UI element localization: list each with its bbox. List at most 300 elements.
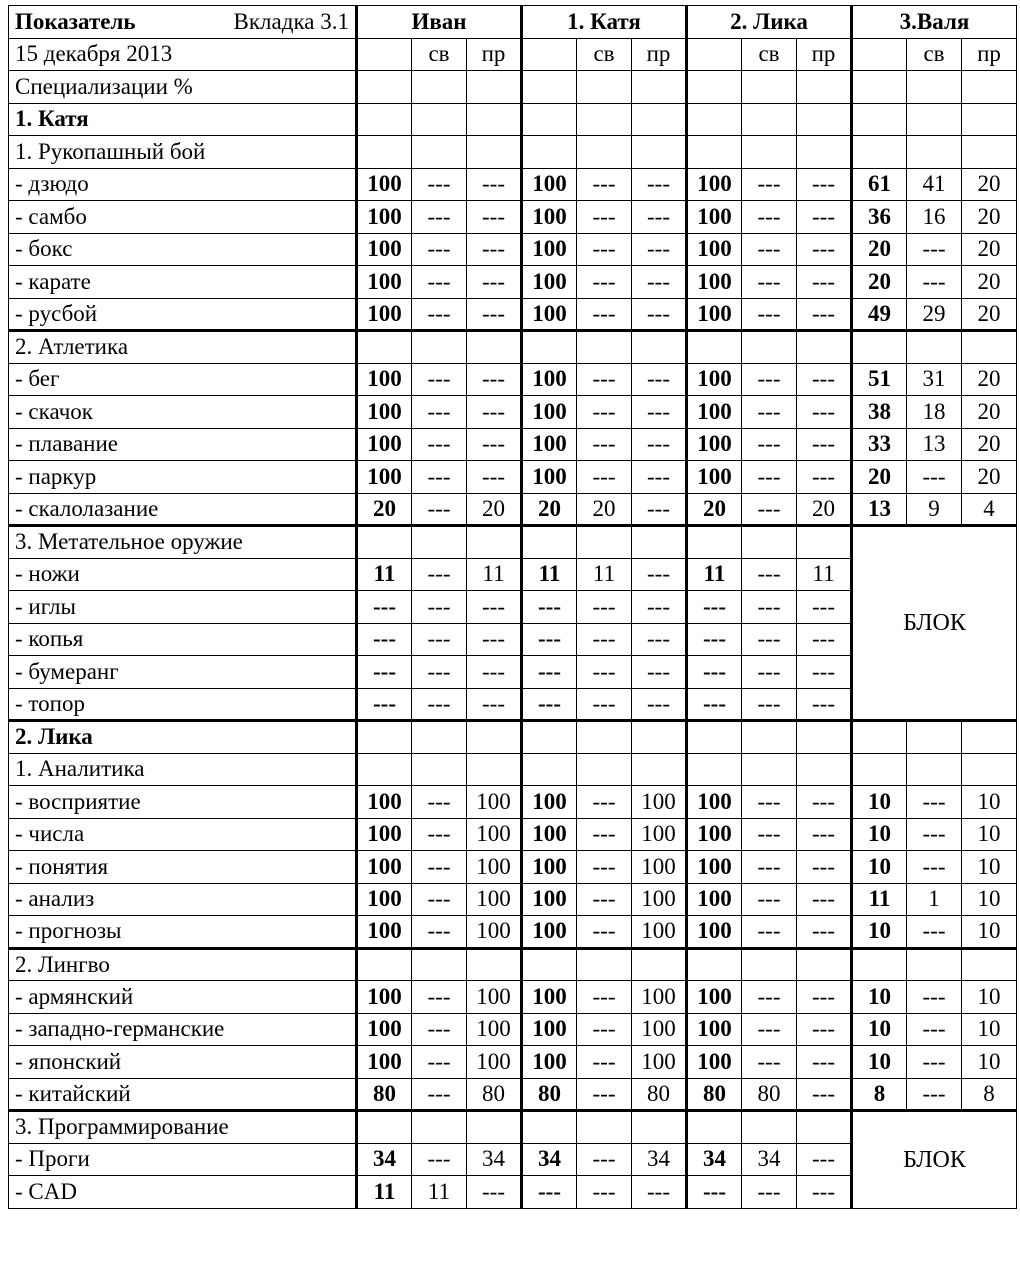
- value-cell: ---: [632, 688, 687, 721]
- row-label: - бумеранг: [9, 656, 357, 689]
- value-cell: ---: [907, 461, 962, 494]
- value-cell: ---: [357, 591, 412, 624]
- value-cell: 10: [962, 981, 1017, 1014]
- value-cell: 100: [687, 1046, 742, 1079]
- value-cell: ---: [742, 883, 797, 916]
- value-cell: [467, 136, 522, 169]
- value-cell: ---: [412, 201, 467, 234]
- value-cell: [467, 103, 522, 136]
- value-cell: ---: [632, 266, 687, 299]
- value-cell: ---: [907, 916, 962, 949]
- value-cell: ---: [577, 656, 632, 689]
- value-cell: ---: [742, 233, 797, 266]
- value-cell: ---: [797, 461, 852, 494]
- value-cell: [412, 136, 467, 169]
- value-cell: 8: [852, 1078, 907, 1111]
- value-cell: 34: [687, 1143, 742, 1176]
- value-cell: 20: [852, 266, 907, 299]
- value-cell: ---: [742, 298, 797, 331]
- section-heading: 1. Рукопашный бой: [9, 136, 357, 169]
- date-cell: 15 декабря 2013: [9, 38, 357, 71]
- value-cell: ---: [742, 396, 797, 429]
- value-cell: ---: [412, 168, 467, 201]
- value-cell: 80: [742, 1078, 797, 1111]
- value-cell: [357, 948, 412, 981]
- value-cell: 100: [687, 786, 742, 819]
- page-title: Показатель: [15, 8, 136, 34]
- table-row: [9, 363, 1017, 396]
- value-cell: 20: [962, 168, 1017, 201]
- value-cell: [412, 721, 467, 754]
- value-cell: ---: [742, 168, 797, 201]
- value-cell: 100: [632, 883, 687, 916]
- value-cell: 11: [357, 558, 412, 591]
- value-cell: ---: [467, 168, 522, 201]
- value-cell: ---: [907, 818, 962, 851]
- value-cell: [467, 331, 522, 364]
- value-cell: ---: [797, 916, 852, 949]
- value-cell: 16: [907, 201, 962, 234]
- subcol-header: [687, 38, 742, 71]
- value-cell: ---: [412, 1046, 467, 1079]
- value-cell: 100: [522, 883, 577, 916]
- value-cell: ---: [412, 981, 467, 1014]
- value-cell: ---: [797, 656, 852, 689]
- value-cell: ---: [577, 266, 632, 299]
- value-cell: 11: [852, 883, 907, 916]
- value-cell: 100: [357, 396, 412, 429]
- header-row-subcols: [9, 38, 1017, 71]
- value-cell: 11: [577, 558, 632, 591]
- value-cell: 10: [852, 916, 907, 949]
- value-cell: [687, 721, 742, 754]
- value-cell: [962, 71, 1017, 104]
- value-cell: ---: [632, 363, 687, 396]
- value-cell: 100: [467, 1046, 522, 1079]
- value-cell: [357, 753, 412, 786]
- value-cell: [687, 948, 742, 981]
- value-cell: ---: [577, 883, 632, 916]
- value-cell: ---: [577, 396, 632, 429]
- value-cell: 34: [632, 1143, 687, 1176]
- value-cell: ---: [577, 1046, 632, 1079]
- value-cell: 100: [467, 1013, 522, 1046]
- value-cell: [797, 526, 852, 559]
- value-cell: [962, 948, 1017, 981]
- value-cell: [687, 331, 742, 364]
- value-cell: [577, 948, 632, 981]
- value-cell: 1: [907, 883, 962, 916]
- value-cell: ---: [797, 1143, 852, 1176]
- value-cell: ---: [742, 656, 797, 689]
- value-cell: 11: [797, 558, 852, 591]
- value-cell: ---: [577, 201, 632, 234]
- subcol-header: св: [907, 38, 962, 71]
- value-cell: [632, 526, 687, 559]
- row-label: - плавание: [9, 428, 357, 461]
- value-cell: 100: [687, 298, 742, 331]
- row-label: - бег: [9, 363, 357, 396]
- value-cell: 20: [962, 461, 1017, 494]
- value-cell: [412, 753, 467, 786]
- tab-label: Вкладка 3.1: [233, 8, 349, 34]
- value-cell: ---: [467, 201, 522, 234]
- row-label: - китайский: [9, 1078, 357, 1111]
- value-cell: [797, 71, 852, 104]
- value-cell: ---: [742, 591, 797, 624]
- value-cell: [907, 103, 962, 136]
- value-cell: ---: [742, 558, 797, 591]
- value-cell: 11: [522, 558, 577, 591]
- value-cell: [412, 71, 467, 104]
- table-row: [9, 233, 1017, 266]
- value-cell: 100: [357, 916, 412, 949]
- value-cell: ---: [357, 656, 412, 689]
- value-cell: [632, 753, 687, 786]
- value-cell: 10: [852, 786, 907, 819]
- table-row: [9, 1013, 1017, 1046]
- value-cell: ---: [742, 981, 797, 1014]
- value-cell: ---: [412, 1078, 467, 1111]
- subcol-header: св: [412, 38, 467, 71]
- subcol-header: [852, 38, 907, 71]
- section-heading: Специализации %: [9, 71, 357, 104]
- value-cell: ---: [412, 1143, 467, 1176]
- value-cell: [687, 753, 742, 786]
- value-cell: ---: [632, 428, 687, 461]
- subcol-header: пр: [797, 38, 852, 71]
- value-cell: [412, 948, 467, 981]
- value-cell: ---: [797, 201, 852, 234]
- value-cell: [522, 948, 577, 981]
- value-cell: 41: [907, 168, 962, 201]
- value-cell: [357, 331, 412, 364]
- group-header-katya: 1. Катя: [522, 6, 687, 39]
- value-cell: ---: [742, 1176, 797, 1209]
- value-cell: [577, 1111, 632, 1144]
- value-cell: [632, 1111, 687, 1144]
- value-cell: ---: [357, 623, 412, 656]
- value-cell: [522, 136, 577, 169]
- value-cell: [522, 71, 577, 104]
- value-cell: 100: [357, 233, 412, 266]
- value-cell: ---: [412, 688, 467, 721]
- block-cell: БЛОК: [852, 526, 1017, 721]
- value-cell: ---: [632, 396, 687, 429]
- value-cell: 100: [687, 168, 742, 201]
- value-cell: 20: [962, 396, 1017, 429]
- value-cell: [632, 103, 687, 136]
- value-cell: ---: [522, 623, 577, 656]
- table-body: [9, 71, 1017, 1209]
- row-label: - западно-германские: [9, 1013, 357, 1046]
- value-cell: ---: [522, 688, 577, 721]
- value-cell: ---: [687, 1176, 742, 1209]
- value-cell: ---: [412, 363, 467, 396]
- section-heading-row: [9, 71, 1017, 104]
- value-cell: ---: [632, 623, 687, 656]
- value-cell: 11: [412, 1176, 467, 1209]
- value-cell: 100: [687, 883, 742, 916]
- value-cell: 33: [852, 428, 907, 461]
- value-cell: [687, 103, 742, 136]
- section-heading-row: [9, 1111, 1017, 1144]
- value-cell: [742, 948, 797, 981]
- value-cell: [522, 103, 577, 136]
- value-cell: ---: [797, 851, 852, 884]
- value-cell: [797, 753, 852, 786]
- value-cell: [577, 331, 632, 364]
- value-cell: ---: [797, 1078, 852, 1111]
- value-cell: ---: [632, 656, 687, 689]
- value-cell: 100: [687, 396, 742, 429]
- value-cell: 100: [467, 883, 522, 916]
- value-cell: 100: [687, 201, 742, 234]
- value-cell: [852, 136, 907, 169]
- value-cell: 100: [687, 233, 742, 266]
- value-cell: 100: [687, 851, 742, 884]
- value-cell: ---: [412, 883, 467, 916]
- value-cell: ---: [577, 916, 632, 949]
- value-cell: [632, 948, 687, 981]
- row-label: - CAD: [9, 1176, 357, 1209]
- value-cell: [797, 331, 852, 364]
- value-cell: ---: [687, 591, 742, 624]
- section-heading-row: [9, 526, 1017, 559]
- value-cell: 80: [467, 1078, 522, 1111]
- value-cell: ---: [467, 688, 522, 721]
- row-label: - анализ: [9, 883, 357, 916]
- value-cell: 100: [522, 1046, 577, 1079]
- value-cell: 49: [852, 298, 907, 331]
- value-cell: 10: [962, 1013, 1017, 1046]
- value-cell: [687, 71, 742, 104]
- value-cell: 20: [687, 493, 742, 526]
- value-cell: ---: [797, 298, 852, 331]
- value-cell: ---: [907, 1078, 962, 1111]
- value-cell: [907, 948, 962, 981]
- value-cell: [742, 526, 797, 559]
- value-cell: ---: [577, 298, 632, 331]
- value-cell: 20: [467, 493, 522, 526]
- value-cell: [797, 136, 852, 169]
- value-cell: ---: [412, 1013, 467, 1046]
- value-cell: ---: [797, 981, 852, 1014]
- value-cell: 100: [632, 851, 687, 884]
- value-cell: [467, 721, 522, 754]
- value-cell: [742, 136, 797, 169]
- value-cell: ---: [412, 396, 467, 429]
- value-cell: ---: [412, 298, 467, 331]
- value-cell: ---: [577, 1143, 632, 1176]
- table-row: [9, 396, 1017, 429]
- value-cell: [632, 136, 687, 169]
- value-cell: ---: [467, 656, 522, 689]
- table-row: [9, 493, 1017, 526]
- value-cell: 100: [632, 786, 687, 819]
- value-cell: [522, 721, 577, 754]
- value-cell: [852, 721, 907, 754]
- value-cell: ---: [577, 688, 632, 721]
- value-cell: ---: [467, 396, 522, 429]
- value-cell: ---: [742, 623, 797, 656]
- value-cell: 8: [962, 1078, 1017, 1111]
- value-cell: [357, 136, 412, 169]
- value-cell: 100: [522, 428, 577, 461]
- value-cell: 100: [687, 428, 742, 461]
- section-heading: 2. Лингво: [9, 948, 357, 981]
- value-cell: [687, 1111, 742, 1144]
- value-cell: ---: [467, 1176, 522, 1209]
- table-row: [9, 818, 1017, 851]
- value-cell: 100: [357, 883, 412, 916]
- value-cell: 20: [852, 461, 907, 494]
- section-heading-row: [9, 136, 1017, 169]
- value-cell: ---: [797, 688, 852, 721]
- value-cell: 100: [522, 396, 577, 429]
- value-cell: ---: [742, 201, 797, 234]
- value-cell: 100: [357, 981, 412, 1014]
- section-heading: 1. Катя: [9, 103, 357, 136]
- value-cell: ---: [632, 233, 687, 266]
- value-cell: ---: [467, 298, 522, 331]
- row-label: - паркур: [9, 461, 357, 494]
- value-cell: [852, 103, 907, 136]
- value-cell: 100: [687, 1013, 742, 1046]
- row-label: - восприятие: [9, 786, 357, 819]
- value-cell: 20: [962, 266, 1017, 299]
- value-cell: [522, 526, 577, 559]
- value-cell: ---: [577, 1176, 632, 1209]
- value-cell: ---: [412, 493, 467, 526]
- section-heading: 3. Программирование: [9, 1111, 357, 1144]
- value-cell: ---: [742, 916, 797, 949]
- value-cell: 100: [357, 1046, 412, 1079]
- subcol-header: пр: [962, 38, 1017, 71]
- value-cell: 100: [357, 168, 412, 201]
- value-cell: 31: [907, 363, 962, 396]
- value-cell: 20: [577, 493, 632, 526]
- value-cell: ---: [797, 818, 852, 851]
- value-cell: ---: [412, 623, 467, 656]
- value-cell: ---: [632, 168, 687, 201]
- value-cell: [412, 103, 467, 136]
- value-cell: 100: [357, 786, 412, 819]
- value-cell: ---: [412, 916, 467, 949]
- value-cell: 100: [357, 266, 412, 299]
- value-cell: ---: [632, 493, 687, 526]
- value-cell: 20: [962, 363, 1017, 396]
- value-cell: [467, 753, 522, 786]
- row-label: - дзюдо: [9, 168, 357, 201]
- value-cell: ---: [907, 266, 962, 299]
- value-cell: 38: [852, 396, 907, 429]
- table-row: [9, 168, 1017, 201]
- value-cell: ---: [742, 461, 797, 494]
- value-cell: 10: [852, 818, 907, 851]
- value-cell: 18: [907, 396, 962, 429]
- value-cell: 100: [687, 916, 742, 949]
- value-cell: [962, 331, 1017, 364]
- value-cell: 10: [852, 851, 907, 884]
- value-cell: ---: [632, 558, 687, 591]
- value-cell: ---: [412, 591, 467, 624]
- value-cell: ---: [797, 1013, 852, 1046]
- value-cell: ---: [742, 493, 797, 526]
- value-cell: [357, 71, 412, 104]
- value-cell: 51: [852, 363, 907, 396]
- table-row: [9, 851, 1017, 884]
- value-cell: 10: [962, 851, 1017, 884]
- table-row: [9, 981, 1017, 1014]
- value-cell: ---: [797, 396, 852, 429]
- value-cell: ---: [412, 851, 467, 884]
- value-cell: ---: [742, 851, 797, 884]
- value-cell: 20: [357, 493, 412, 526]
- value-cell: [412, 331, 467, 364]
- table-row: [9, 1078, 1017, 1111]
- row-label: - топор: [9, 688, 357, 721]
- row-label: - армянский: [9, 981, 357, 1014]
- value-cell: ---: [907, 233, 962, 266]
- value-cell: 100: [522, 851, 577, 884]
- subcol-header: св: [742, 38, 797, 71]
- value-cell: ---: [577, 1013, 632, 1046]
- section-heading: 2. Атлетика: [9, 331, 357, 364]
- value-cell: 13: [852, 493, 907, 526]
- value-cell: ---: [577, 168, 632, 201]
- value-cell: [412, 526, 467, 559]
- value-cell: [907, 71, 962, 104]
- value-cell: ---: [412, 266, 467, 299]
- value-cell: [907, 136, 962, 169]
- value-cell: [907, 721, 962, 754]
- value-cell: [797, 103, 852, 136]
- value-cell: 20: [852, 233, 907, 266]
- value-cell: ---: [467, 428, 522, 461]
- value-cell: 100: [687, 266, 742, 299]
- value-cell: ---: [632, 461, 687, 494]
- value-cell: 11: [467, 558, 522, 591]
- value-cell: 34: [357, 1143, 412, 1176]
- value-cell: 34: [467, 1143, 522, 1176]
- block-cell: БЛОК: [852, 1111, 1017, 1209]
- table-row: [9, 201, 1017, 234]
- value-cell: 100: [522, 168, 577, 201]
- row-label: - японский: [9, 1046, 357, 1079]
- header-title-cell: [9, 6, 357, 39]
- table-row: [9, 883, 1017, 916]
- value-cell: ---: [797, 623, 852, 656]
- value-cell: ---: [577, 851, 632, 884]
- value-cell: 100: [632, 1046, 687, 1079]
- subcol-header: [522, 38, 577, 71]
- row-label: - карате: [9, 266, 357, 299]
- value-cell: [962, 753, 1017, 786]
- value-cell: 100: [522, 461, 577, 494]
- value-cell: ---: [797, 428, 852, 461]
- value-cell: ---: [797, 363, 852, 396]
- value-cell: [742, 331, 797, 364]
- row-label: - скалолазание: [9, 493, 357, 526]
- value-cell: ---: [687, 656, 742, 689]
- value-cell: ---: [577, 623, 632, 656]
- value-cell: [852, 71, 907, 104]
- value-cell: ---: [577, 233, 632, 266]
- value-cell: ---: [577, 591, 632, 624]
- value-cell: [797, 721, 852, 754]
- value-cell: ---: [577, 786, 632, 819]
